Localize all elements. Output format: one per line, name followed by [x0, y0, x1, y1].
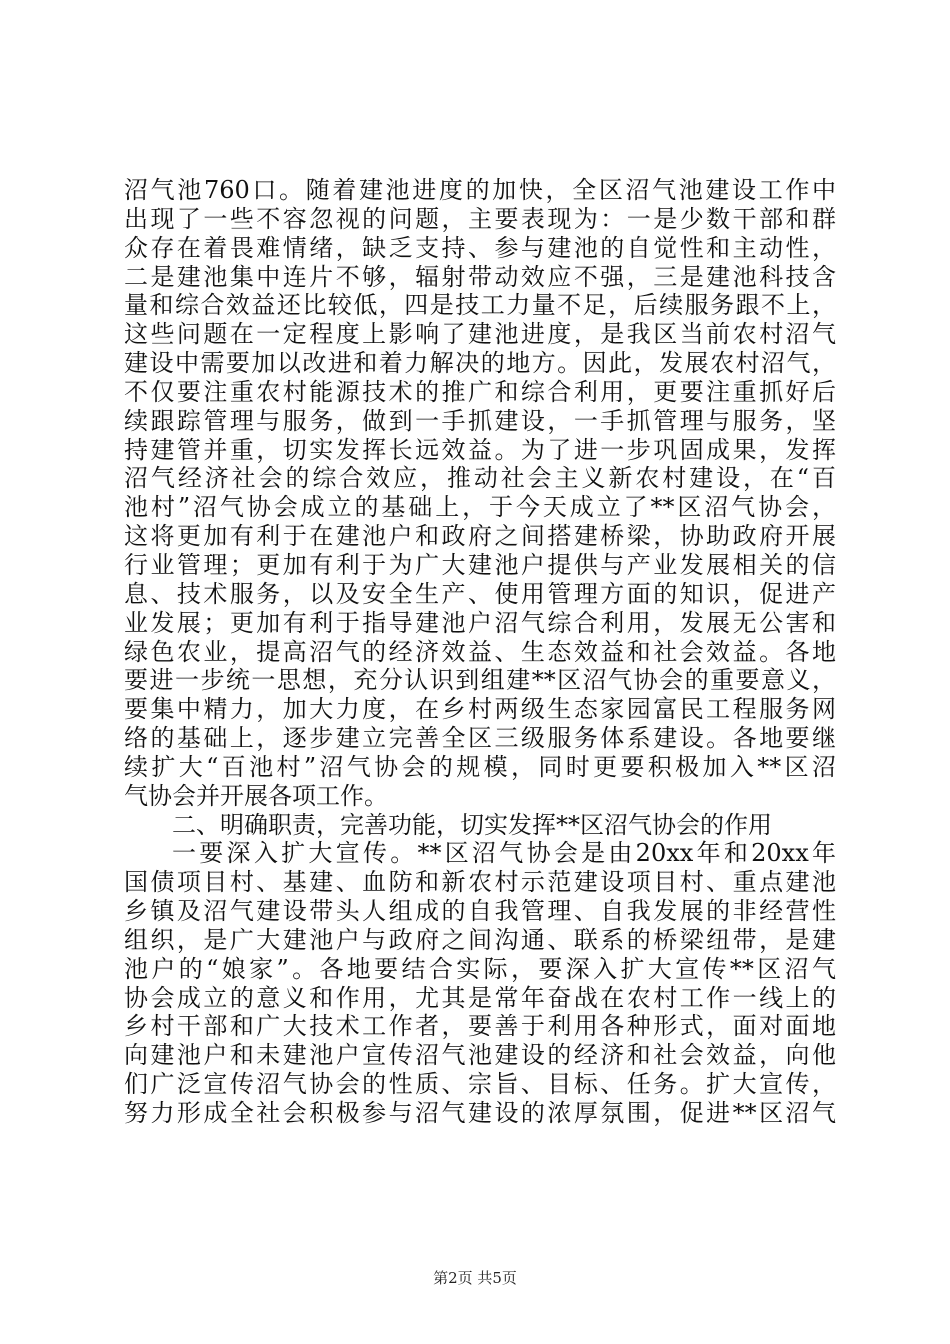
text-line: 协会成立的意义和作用，尤其是常年奋战在农村工作一线上的 [124, 983, 836, 1012]
text-line: 络的基础上，逐步建立完善全区三级服务体系建设。各地要继 [124, 724, 836, 753]
text-line: 息、技术服务，以及安全生产、使用管理方面的知识，促进产 [124, 579, 836, 608]
text-line: 行业管理；更加有利于为广大建池户提供与产业发展相关的信 [124, 550, 836, 579]
text-line: 要集中精力，加大力度，在乡村两级生态家园富民工程服务网 [124, 695, 836, 724]
text-line: 建设中需要加以改进和着力解决的地方。因此，发展农村沼气， [124, 349, 836, 378]
page-number-label: 第2页 共5页 [433, 1269, 517, 1287]
text-line: 业发展；更加有利于指导建池户沼气综合利用，发展无公害和 [124, 608, 836, 637]
text-line: 组织，是广大建池户与政府之间沟通、联系的桥梁纽带，是建 [124, 925, 836, 954]
text-line: 众存在着畏难情绪，缺乏支持、参与建池的自觉性和主动性， [124, 233, 836, 262]
text-line: 一要深入扩大宣传。**区沼气协会是由20xx年和20xx年 [172, 839, 836, 868]
text-line: 这将更加有利于在建池户和政府之间搭建桥梁，协助政府开展 [124, 522, 836, 551]
text-line: 续扩大“百池村”沼气协会的规模，同时更要积极加入**区沼 [124, 752, 836, 781]
section-heading: 二、明确职责，完善功能，切实发挥**区沼气协会的作用 [172, 810, 772, 839]
text-line: 出现了一些不容忽视的问题，主要表现为：一是少数干部和群 [124, 204, 836, 233]
text-line: 沼气经济社会的综合效应，推动社会主义新农村建设，在“百 [124, 464, 836, 493]
text-line: 这些问题在一定程度上影响了建池进度，是我区当前农村沼气 [124, 320, 836, 349]
text-line: 努力形成全社会积极参与沼气建设的浓厚氛围，促进**区沼气 [124, 1099, 836, 1127]
text-line: 持建管并重，切实发挥长远效益。为了进一步巩固成果，发挥 [124, 435, 836, 464]
text-line: 量和综合效益还比较低，四是技工力量不足，后续服务跟不上， [124, 291, 836, 320]
text-line: 向建池户和未建池户宣传沼气池建设的经济和社会效益，向他 [124, 1041, 836, 1070]
text-line: 绿色农业，提高沼气的经济效益、生态效益和社会效益。各地 [124, 637, 836, 666]
text-line: 沼气池760口。随着建池进度的加快，全区沼气池建设工作中 [124, 176, 836, 204]
text-line: 续跟踪管理与服务，做到一手抓建设，一手抓管理与服务，坚 [124, 406, 836, 435]
text-line: 乡镇及沼气建设带头人组成的自我管理、自我发展的非经营性 [124, 897, 836, 926]
text-line: 要进一步统一思想，充分认识到组建**区沼气协会的重要意义， [124, 666, 836, 695]
text-line: 不仅要注重农村能源技术的推广和综合利用，更要注重抓好后 [124, 377, 836, 406]
text-line: 池户的“娘家”。各地要结合实际，要深入扩大宣传**区沼气 [124, 954, 836, 983]
body-text [124, 176, 836, 1128]
text-line: 乡村干部和广大技术工作者，要善于利用各种形式，面对面地 [124, 1012, 836, 1041]
text-line: 池村”沼气协会成立的基础上，于今天成立了**区沼气协会， [124, 493, 836, 522]
text-line: 国债项目村、基建、血防和新农村示范建设项目村、重点建池 [124, 868, 836, 897]
text-line: 气协会并开展各项工作。 [124, 781, 388, 810]
page-footer [0, 1268, 950, 1288]
text-line: 二是建池集中连片不够，辐射带动效应不强，三是建池科技含 [124, 262, 836, 291]
text-line: 们广泛宣传沼气协会的性质、宗旨、目标、任务。扩大宣传， [124, 1070, 836, 1099]
